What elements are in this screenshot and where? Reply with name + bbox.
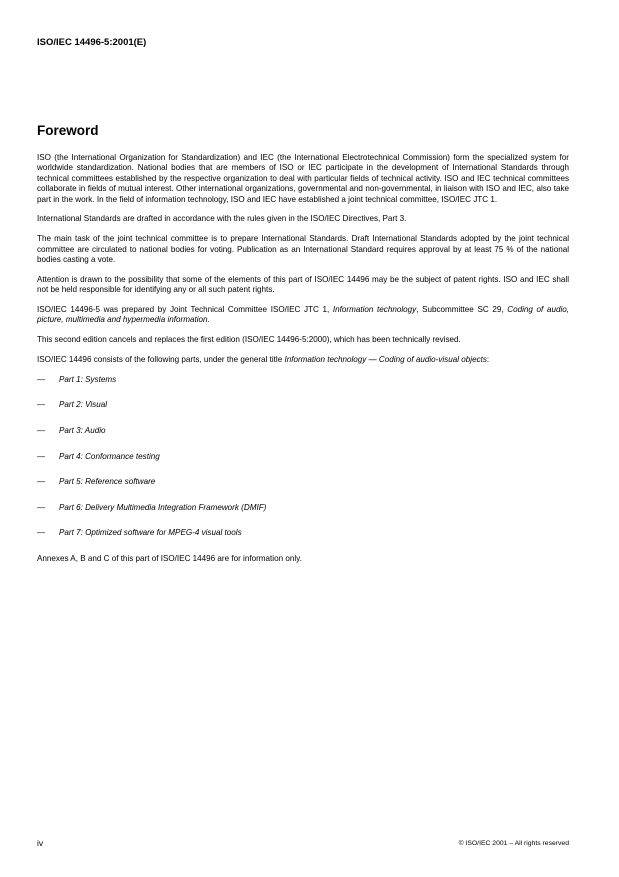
prepared-by-subcommittee-title: Coding of audio, picture, multimedia and hypermedia information [37,305,569,325]
parts-intro-colon: : [486,355,490,365]
list-item [37,375,569,385]
paragraph-edition: This second edition cancels and replaces the first edition (ISO/IEC 14496-5:2000), which has been technically revised. [37,335,461,345]
footer-copyright: © ISO/IEC 2001 – All rights reserved [458,840,569,847]
dash-bullet: — [37,426,46,436]
prepared-by-text: ISO/IEC 14496-5 was prepared by Joint Technical Committee ISO/IEC JTC 1, [37,305,333,315]
list-item [37,528,569,538]
part-label: Part 7: Optimized software for MPEG-4 visual tools [59,528,242,538]
paragraph-main-task: The main task of the joint technical committee is to prepare International Standards. Draft International Standards adopted by the joint technical committee are circulated to national bodies for voting. Publication as an International Standard requires approval by at least 75 % of the national bodies casting a vote. [37,234,569,265]
dash-bullet: — [37,528,46,538]
footer-page-number: iv [37,838,44,848]
foreword-body [37,153,569,574]
part-label: Part 2: Visual [59,400,107,410]
paragraph-organizations: ISO (the International Organization for Standardization) and IEC (the International Electrotechnical Commission) form the specialized system for worldwide standardization. National bodies that are members of ISO or IEC participate in the development of International Standards through technical committees established by the respective organization to deal with particular fields of technical activity. ISO and IEC technical committees collaborate in fields of mutual interest. Other international organizations, governmental and non-governmental, in liaison with ISO and IEC, also take part in the work. In the field of information technology, ISO and IEC have established a joint technical committee, ISO/IEC JTC 1. [37,153,569,204]
part-label: Part 6: Delivery Multimedia Integration Framework (DMIF) [59,502,267,512]
part-label: Part 1: Systems [59,374,117,384]
paragraph-parts-intro [37,355,569,365]
list-item [37,400,569,410]
document-header-id: ISO/IEC 14496-5:2001(E) [37,37,147,48]
prepared-by-period: . [207,315,210,325]
list-item [37,426,569,436]
dash-bullet: — [37,477,46,487]
paragraph-prepared-by [37,305,569,326]
paragraph-patent-rights: Attention is drawn to the possibility that some of the elements of this part of ISO/IEC 14496 may be the subject of patent rights. ISO and IEC shall not be held responsible for identifying any or all such patent rights. [37,274,569,295]
parts-general-title: Information technology — Coding of audio-visual objects [284,355,487,365]
list-item [37,503,569,513]
dash-bullet: — [37,502,46,512]
list-item [37,452,569,462]
prepared-by-subcommittee: , Subcommittee SC 29, [416,305,508,315]
foreword-heading: Foreword [37,123,99,138]
part-label: Part 4: Conformance testing [59,451,160,461]
part-label: Part 3: Audio [59,426,106,436]
parts-intro-text: ISO/IEC 14496 consists of the following parts, under the general title [37,355,285,365]
list-item [37,477,569,487]
dash-bullet: — [37,374,46,384]
prepared-by-field: Information technology [332,305,417,315]
dash-bullet: — [37,400,46,410]
part-label: Part 5: Reference software [59,477,156,487]
dash-bullet: — [37,451,46,461]
paragraph-drafting-rules: International Standards are drafted in accordance with the rules given in the ISO/IEC Directives, Part 3. [37,214,407,224]
parts-list [37,375,569,539]
paragraph-annexes: Annexes A, B and C of this part of ISO/IEC 14496 are for information only. [37,553,302,563]
